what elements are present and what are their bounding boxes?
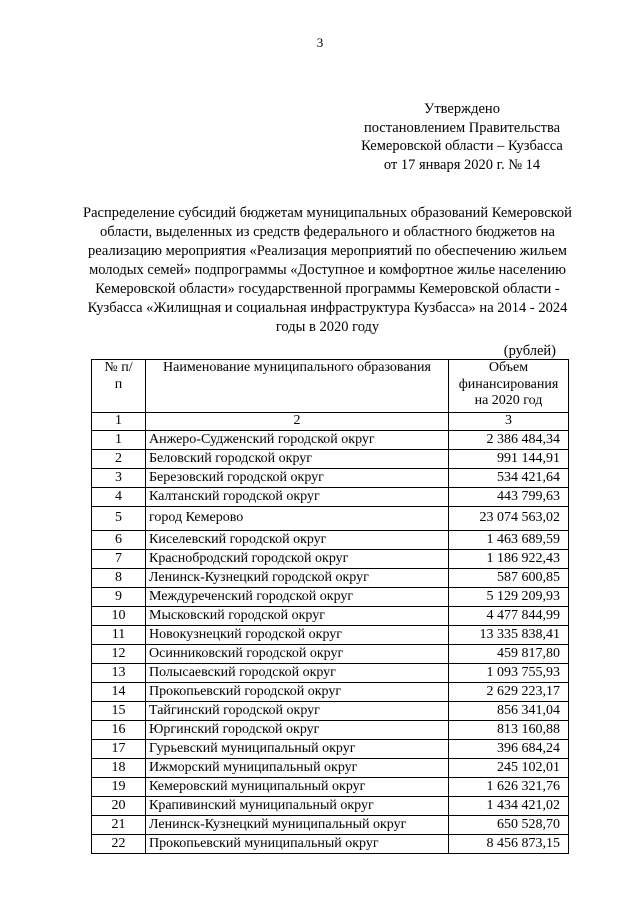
row-amount: 23 074 563,02 <box>449 507 569 531</box>
approval-block <box>330 100 594 174</box>
row-amount: 1 186 922,43 <box>449 550 569 569</box>
subsidy-table <box>91 359 569 854</box>
row-number: 14 <box>92 683 146 702</box>
row-number: 16 <box>92 721 146 740</box>
table-row <box>92 550 569 569</box>
row-number: 7 <box>92 550 146 569</box>
table-row <box>92 664 569 683</box>
table-row <box>92 531 569 550</box>
row-amount: 650 528,70 <box>449 816 569 835</box>
column-number: 1 <box>92 413 146 431</box>
table-row <box>92 626 569 645</box>
row-amount: 459 817,80 <box>449 645 569 664</box>
row-amount: 443 799,63 <box>449 488 569 507</box>
approval-line-3: Кемеровской области – Кузбасса <box>361 138 563 154</box>
table-row <box>92 721 569 740</box>
row-number: 9 <box>92 588 146 607</box>
table-row <box>92 569 569 588</box>
page-number: 3 <box>316 35 324 50</box>
row-number: 8 <box>92 569 146 588</box>
row-number: 15 <box>92 702 146 721</box>
row-amount: 13 335 838,41 <box>449 626 569 645</box>
row-amount: 813 160,88 <box>449 721 569 740</box>
row-amount: 245 102,01 <box>449 759 569 778</box>
row-amount: 2 629 223,17 <box>449 683 569 702</box>
row-name: город Кемерово <box>146 507 449 531</box>
row-name: Кемеровский муниципальный округ <box>146 778 449 797</box>
row-number: 21 <box>92 816 146 835</box>
table-row <box>92 607 569 626</box>
row-name: Березовский городской округ <box>146 469 449 488</box>
table-row <box>92 759 569 778</box>
table-header-row <box>92 360 569 413</box>
row-name: Осинниковский городской округ <box>146 645 449 664</box>
row-amount: 1 463 689,59 <box>449 531 569 550</box>
column-number-row <box>92 413 569 431</box>
row-amount: 5 129 209,93 <box>449 588 569 607</box>
row-name: Новокузнецкий городской округ <box>146 626 449 645</box>
row-number: 5 <box>92 507 146 531</box>
table-row <box>92 488 569 507</box>
table-row <box>92 507 569 531</box>
table-row <box>92 645 569 664</box>
table-row <box>92 450 569 469</box>
row-amount: 991 144,91 <box>449 450 569 469</box>
header-amount: Объем финансирования на 2020 год <box>449 360 569 413</box>
table-row <box>92 588 569 607</box>
row-name: Междуреченский городской округ <box>146 588 449 607</box>
row-amount: 1 093 755,93 <box>449 664 569 683</box>
row-name: Краснобродский городской округ <box>146 550 449 569</box>
row-name: Ленинск-Кузнецкий муниципальный округ <box>146 816 449 835</box>
row-amount: 8 456 873,15 <box>449 835 569 854</box>
units-label: (рублей) <box>503 343 556 359</box>
table-row <box>92 797 569 816</box>
column-number: 2 <box>146 413 449 431</box>
row-name: Беловский городской округ <box>146 450 449 469</box>
row-number: 6 <box>92 531 146 550</box>
row-number: 11 <box>92 626 146 645</box>
row-amount: 396 684,24 <box>449 740 569 759</box>
row-name: Мысковский городской округ <box>146 607 449 626</box>
table-row <box>92 835 569 854</box>
row-name: Калтанский городской округ <box>146 488 449 507</box>
column-number: 3 <box>449 413 569 431</box>
row-number: 22 <box>92 835 146 854</box>
row-number: 4 <box>92 488 146 507</box>
row-name: Тайгинский городской округ <box>146 702 449 721</box>
table-row <box>92 740 569 759</box>
approval-line-1: Утверждено <box>424 101 500 117</box>
row-amount: 534 421,64 <box>449 469 569 488</box>
row-name: Анжеро-Судженский городской округ <box>146 431 449 450</box>
row-number: 2 <box>92 450 146 469</box>
row-name: Киселевский городской округ <box>146 531 449 550</box>
row-amount: 856 341,04 <box>449 702 569 721</box>
table-row <box>92 431 569 450</box>
row-number: 1 <box>92 431 146 450</box>
row-number: 19 <box>92 778 146 797</box>
table-row <box>92 702 569 721</box>
row-number: 13 <box>92 664 146 683</box>
row-name: Крапивинский муниципальный округ <box>146 797 449 816</box>
header-num: № п/п <box>92 360 146 413</box>
row-name: Юргинский городской округ <box>146 721 449 740</box>
row-number: 17 <box>92 740 146 759</box>
document-title: Распределение субсидий бюджетам муниципальных образований Кемеровской области, выделенных из средств федерального и областного бюджетов на реализацию мероприятия «Реализация мероприятий по обеспечению жильем молодых семей» подпрограммы «Доступное и комфортное жилье населению Кемеровской области» государственной программы Кемеровской области - Кузбасса «Жилищная и социальная инфраструктура Кузбасса» на 2014 - 2024 годы в 2020 году <box>83 205 572 335</box>
table-row <box>92 778 569 797</box>
row-amount: 2 386 484,34 <box>449 431 569 450</box>
row-name: Ижморский муниципальный округ <box>146 759 449 778</box>
row-number: 20 <box>92 797 146 816</box>
row-number: 3 <box>92 469 146 488</box>
header-name: Наименование муниципального образования <box>146 360 449 413</box>
row-amount: 1 434 421,02 <box>449 797 569 816</box>
row-number: 12 <box>92 645 146 664</box>
row-name: Полысаевский городской округ <box>146 664 449 683</box>
row-amount: 4 477 844,99 <box>449 607 569 626</box>
row-name: Прокопьевский муниципальный округ <box>146 835 449 854</box>
table-row <box>92 469 569 488</box>
table-row <box>92 816 569 835</box>
row-name: Прокопьевский городской округ <box>146 683 449 702</box>
approval-line-2: постановлением Правительства <box>363 119 561 136</box>
row-amount: 587 600,85 <box>449 569 569 588</box>
row-name: Ленинск-Кузнецкий городской округ <box>146 569 449 588</box>
approval-line-4: от 17 января 2020 г. № 14 <box>383 156 541 173</box>
row-amount: 1 626 321,76 <box>449 778 569 797</box>
table-row <box>92 683 569 702</box>
row-name: Гурьевский муниципальный округ <box>146 740 449 759</box>
row-number: 18 <box>92 759 146 778</box>
row-number: 10 <box>92 607 146 626</box>
